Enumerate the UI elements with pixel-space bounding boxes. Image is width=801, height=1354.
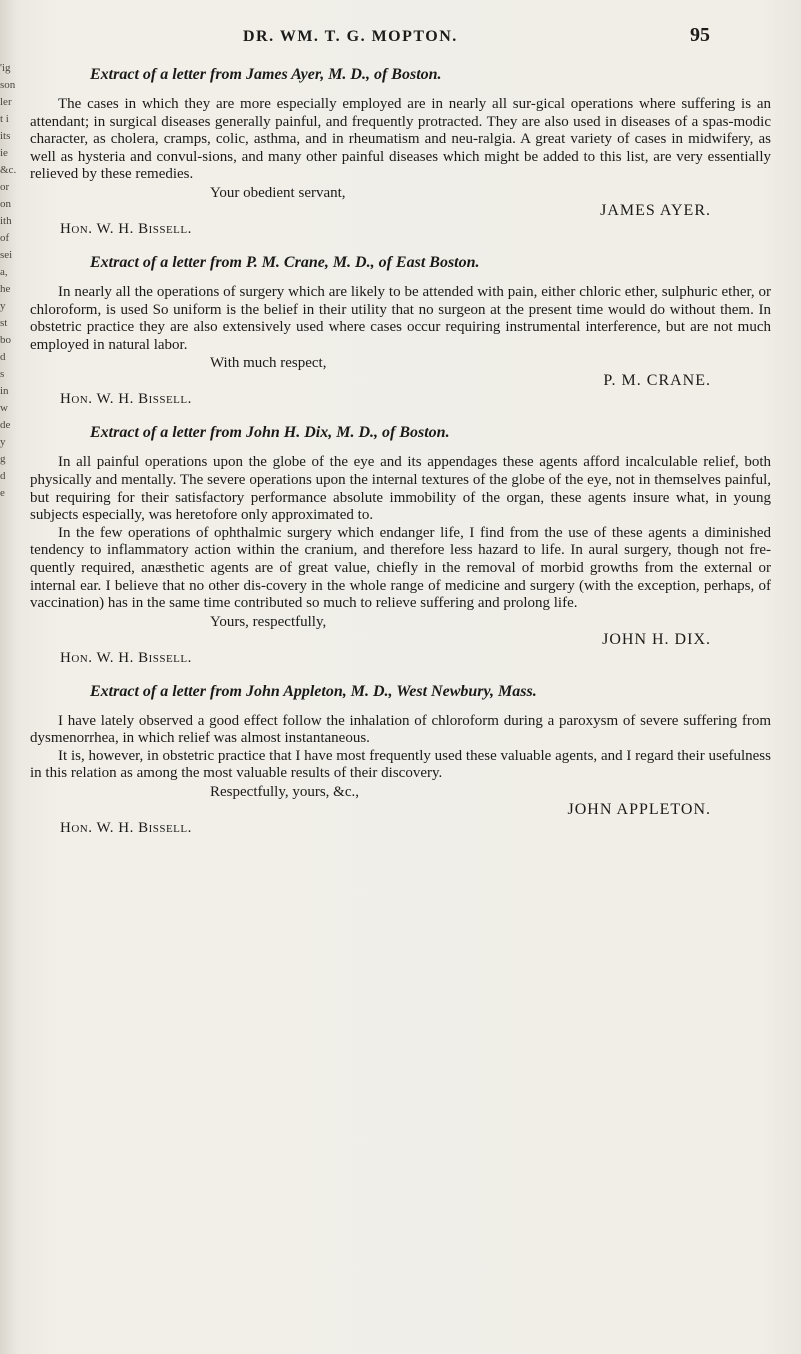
page-content: [30, 66, 771, 853]
margin-fragment: ler: [0, 96, 12, 108]
margin-fragment: e: [0, 487, 5, 499]
recipient: Hon. W. H. Bissell.: [60, 391, 192, 408]
paragraph: I have lately observed a good effect follow the inhalation of chloroform during a paroxysm of severe suffering from dysmenorrhea, in which relief was almost instantaneous.: [30, 712, 771, 747]
letter-extract-appleton: [30, 683, 771, 837]
signature: JOHN H. DIX.: [602, 630, 711, 648]
margin-fragment: ith: [0, 215, 12, 227]
margin-fragment: ie: [0, 147, 8, 159]
signature: JAMES AYER.: [600, 201, 711, 219]
margin-fragment: in: [0, 385, 9, 397]
extract-title: Extract of a letter from James Ayer, M. D., of Boston.: [90, 66, 442, 83]
margin-fragment: of: [0, 232, 10, 244]
signature: P. M. CRANE.: [603, 372, 711, 390]
margin-fragment: on: [0, 198, 11, 210]
margin-fragment: t i: [0, 113, 9, 125]
letter-body: [30, 454, 771, 612]
extract-title: Extract of a letter from John Appleton, M. D., West Newbury, Mass.: [90, 682, 537, 700]
paragraph: The cases in which they are more especially employed are in nearly all sur-gical operations where suffering is an attendant; in surgical diseases generally painful, and frequently protracted. They are also used in diseases of a spas-modic character, as cholera, cramps, colic, asthma, and in rheumatism and neu-ralgia. A great variety of cases in midwifery, as well as hysteria and convul-sions, and many other painful diseases which might be added to this list, are very essentially relieved by these remedies.: [30, 96, 771, 183]
margin-fragment: g: [0, 453, 6, 465]
margin-fragment: bo: [0, 334, 11, 346]
margin-fragment: its: [0, 130, 11, 142]
margin-fragment: s: [0, 368, 5, 380]
paragraph: In all painful operations upon the globe of the eye and its appendages these agents afford incalculable relief, both physically and mentally. The severe operations upon the internal textures of the globe of the eye, not in themselves painful, but requiring for their satisfactory performance absolute immobility of the organ, these agents insure what, in young subjects especially, was heretofore only approximated to.: [30, 454, 771, 524]
paragraph: In the few operations of ophthalmic surgery which endanger life, I find from the use of these agents a diminished tendency to inflammatory action within the cranium, and therefore less hazard to life. In aural surgery, though not fre-quently required, anæsthetic agents are of great value, chiefly in the removal of morbid growths from the external or internal ear. I believe that no other dis-covery in the whole range of medicine and surgery (with the exception, perhaps, of vaccination) has in the same time contributed so much to relieve suffering and prolong life.: [30, 524, 771, 612]
running-head: DR. WM. T. G. MOPTON.: [243, 28, 458, 45]
signature: JOHN APPLETON.: [567, 801, 711, 819]
margin-fragment: st: [0, 317, 8, 329]
recipient: Hon. W. H. Bissell.: [60, 220, 192, 237]
margin-fragment: or: [0, 181, 10, 193]
extract-title: Extract of a letter from P. M. Crane, M. D., of East Boston.: [90, 253, 480, 271]
margin-fragment: 'ig: [0, 62, 11, 74]
margin-fragment: son: [0, 79, 16, 91]
margin-fragment: d: [0, 470, 6, 482]
recipient: Hon. W. H. Bissell.: [60, 820, 192, 837]
margin-fragment: y: [0, 436, 6, 448]
recipient: Hon. W. H. Bissell.: [60, 649, 192, 666]
paragraph: In nearly all the operations of surgery which are likely to be attended with pain, either chloric ether, sulphuric ether, or chloroform, is used So uniform is the belief in their utility that no surgeon at the present time would do without them. In obstetric practice they are also extensively used where cases occur requiring instrumental interference, but are not much employed in natural labor.: [30, 283, 771, 353]
margin-fragment: he: [0, 283, 11, 295]
closing: Respectfully, yours, &c.,: [210, 784, 359, 801]
closing: With much respect,: [210, 355, 327, 372]
margin-fragment: sei: [0, 249, 13, 261]
letter-body: [30, 96, 771, 184]
margin-fragment: a,: [0, 266, 8, 278]
extract-title: Extract of a letter from John H. Dix, M. D., of Boston.: [90, 424, 450, 442]
margin-fragment: w: [0, 402, 8, 414]
letter-body: [30, 284, 771, 354]
letter-extract-dix: [30, 424, 771, 666]
letter-extract-ayer: [30, 66, 771, 238]
margin-fragment: de: [0, 419, 11, 431]
letter-body: [30, 713, 771, 783]
page-number: 95: [690, 24, 710, 46]
left-margin-fragments: [0, 60, 18, 820]
margin-fragment: y: [0, 300, 6, 312]
page-header: [0, 24, 801, 54]
letter-extract-crane: [30, 254, 771, 408]
margin-fragment: &c.: [0, 164, 17, 176]
closing: Yours, respectfully,: [210, 613, 327, 630]
paragraph: It is, however, in obstetric practice that I have most frequently used these valuable agents, and I regard their usefulness in this relation as among the most valuable results of their discovery.: [30, 747, 771, 782]
margin-fragment: d: [0, 351, 6, 363]
closing: Your obedient servant,: [210, 184, 346, 201]
